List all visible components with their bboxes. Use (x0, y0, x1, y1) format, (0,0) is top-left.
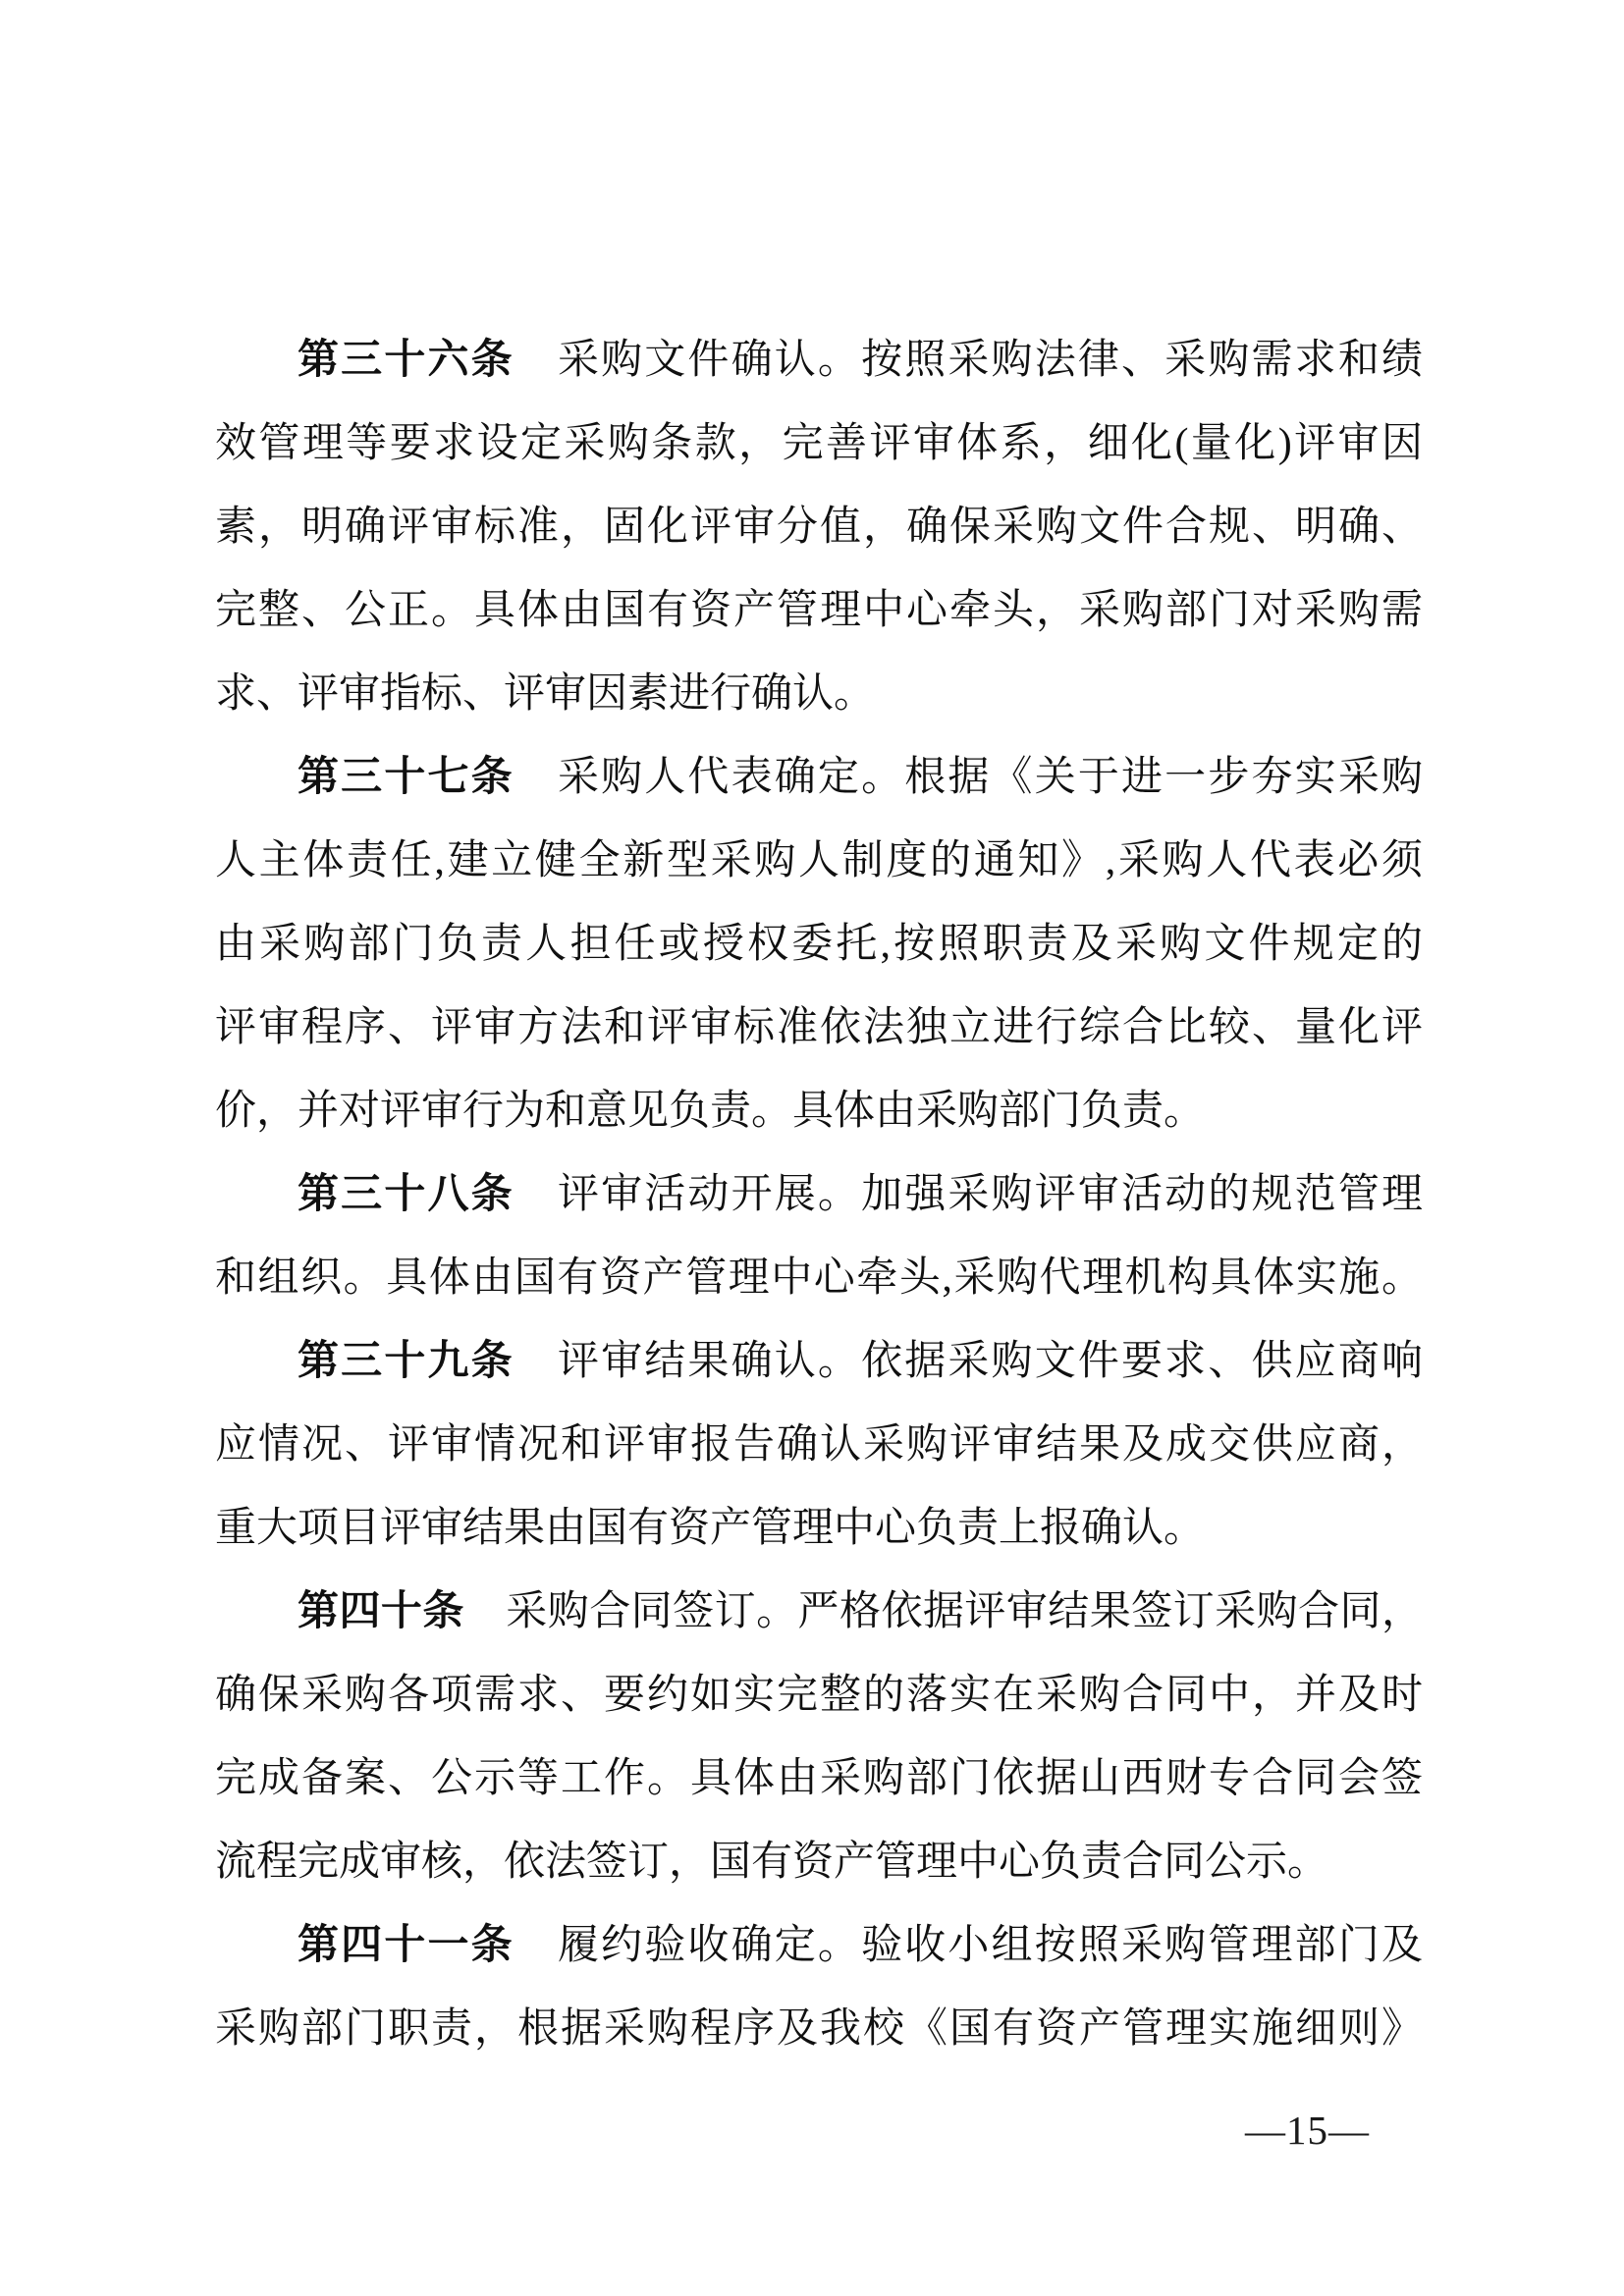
text-line (215, 402, 1423, 486)
text-line (215, 1737, 1423, 1821)
text-line (215, 486, 1423, 569)
line-text: 效管理等要求设定采购条款，完善评审体系，细化(量化)评审因 (215, 421, 1423, 466)
text-line (215, 1153, 1423, 1237)
line-text: 和组织。具体由国有资产管理中心牵头,采购代理机构具体实施。 (215, 1255, 1423, 1301)
text-line (215, 903, 1423, 987)
text-line (215, 736, 1423, 820)
line-text: 确保采购各项需求、要约如实完整的落实在采购合同中，并及时 (215, 1673, 1423, 1718)
text-line (215, 1988, 1423, 2071)
line-text: 素，明确评审标准，固化评审分值，确保采购文件合规、明确、 (215, 505, 1423, 550)
line-text: 重大项目评审结果由国有资产管理中心负责上报确认。 (215, 1506, 1206, 1551)
article-number: 第三十八条 (298, 1172, 514, 1217)
article-number: 第三十七条 (298, 755, 514, 800)
line-text: 评审结果确认。依据采购文件要求、供应商响 (514, 1339, 1423, 1384)
text-line (215, 1654, 1423, 1737)
line-text: 采购部门职责，根据采购程序及我校《国有资产管理实施细则》 (215, 2006, 1423, 2052)
article-number: 第四十条 (298, 1589, 464, 1634)
line-text: 采购人代表确定。根据《关于进一步夯实采购 (514, 755, 1423, 800)
text-line (215, 820, 1423, 903)
page-number: —15— (1245, 2108, 1370, 2153)
line-text: 价，并对评审行为和意见负责。具体由采购部门负责。 (215, 1089, 1206, 1134)
text-line (215, 987, 1423, 1070)
line-text: 采购文件确认。按照采购法律、采购需求和绩 (514, 338, 1423, 383)
text-line (215, 653, 1423, 736)
text-line (215, 1404, 1423, 1487)
line-text: 求、评审指标、评审因素进行确认。 (215, 671, 876, 717)
article-number: 第四十一条 (298, 1923, 514, 1968)
document-body (215, 319, 1423, 2071)
line-text: 评审活动开展。加强采购评审活动的规范管理 (514, 1172, 1423, 1217)
text-line (215, 569, 1423, 653)
article-number: 第三十六条 (298, 338, 514, 383)
line-text: 采购合同签订。严格依据评审结果签订采购合同， (463, 1589, 1423, 1634)
line-text: 评审程序、评审方法和评审标准依法独立进行综合比较、量化评 (215, 1005, 1423, 1050)
text-line (215, 1571, 1423, 1654)
line-text: 由采购部门负责人担任或授权委托,按照职责及采购文件规定的 (215, 922, 1423, 967)
line-text: 履约验收确定。验收小组按照采购管理部门及 (514, 1923, 1423, 1968)
article-number: 第三十九条 (298, 1339, 514, 1384)
text-line (215, 1821, 1423, 1904)
line-text: 流程完成审核，依法签订，国有资产管理中心负责合同公示。 (215, 1840, 1329, 1885)
text-line (215, 1904, 1423, 1988)
text-line (215, 319, 1423, 402)
line-text: 应情况、评审情况和评审报告确认采购评审结果及成交供应商， (215, 1422, 1423, 1468)
text-line (215, 1237, 1423, 1320)
text-line (215, 1070, 1423, 1153)
line-text: 完成备案、公示等工作。具体由采购部门依据山西财专合同会签 (215, 1756, 1423, 1801)
line-text: 人主体责任,建立健全新型采购人制度的通知》,采购人代表必须 (215, 838, 1423, 883)
text-line (215, 1487, 1423, 1571)
text-line (215, 1320, 1423, 1404)
line-text: 完整、公正。具体由国有资产管理中心牵头，采购部门对采购需 (215, 588, 1423, 633)
